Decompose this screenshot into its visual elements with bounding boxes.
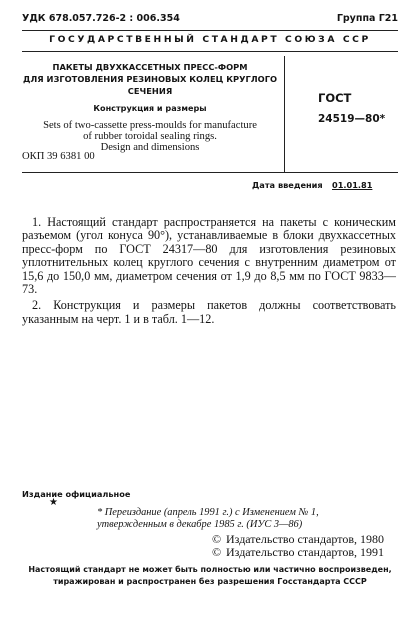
body-paragraph: 2. Конструкция и размеры пакетов должны соответствовать указанным на черт. 1 и в табл. 1—12. xyxy=(22,298,396,326)
reprint-line: утвержденным в декабре 1985 г. (ИУС 3—86) xyxy=(97,519,303,530)
intro-date-label: Дата введения xyxy=(252,180,323,190)
title-divider xyxy=(284,56,285,172)
copyright-icon: © xyxy=(212,545,222,559)
title-ru-line: СЕЧЕНИЯ xyxy=(127,86,173,96)
gost-number: 24519—80* xyxy=(318,113,386,125)
reprint-note xyxy=(97,507,397,531)
intro-date-value: 01.01.81 xyxy=(332,180,373,190)
body-paragraph: 1. Настоящий стандарт распространяется на пакеты с коническим разъемом (угол конуса 90°), устанавливаемые в блоки двухкассетных пресс-форм по ГОСТ 24317—80 для изготовления резиновых уплотнительных колец круглого сечения с внутренним диаметром от 15,6 до 150,0 мм, диаметром сечения от 1,9 до 8,5 мм по ГОСТ 9833—73. xyxy=(22,215,396,297)
header-rule-bottom xyxy=(22,51,398,52)
copyright-text: Издательство стандартов, 1980 xyxy=(226,532,384,546)
reproduction-notice xyxy=(22,564,398,587)
copyright-1991 xyxy=(212,545,384,560)
notice-line: Настоящий стандарт не может быть полностью или частично воспроизведен, xyxy=(28,565,392,574)
title-ru-line: ДЛЯ ИЗГОТОВЛЕНИЯ РЕЗИНОВЫХ КОЛЕЦ КРУГЛОГО xyxy=(22,74,278,84)
title-ru xyxy=(22,61,278,97)
udc-code: УДК 678.057.726-2 : 006.354 xyxy=(22,13,180,24)
title-en-line: Sets of two-cassette press-moulds for manufacture xyxy=(43,120,257,131)
official-edition-label: Издание официальное xyxy=(22,489,131,499)
subtitle-ru: Конструкция и размеры xyxy=(93,103,207,113)
gost-label: ГОСТ xyxy=(318,91,352,105)
title-en xyxy=(22,120,278,153)
body-text xyxy=(22,216,396,329)
okp-code: ОКП 39 6381 00 xyxy=(22,151,95,162)
star-icon: ★ xyxy=(49,497,58,508)
state-standard-heading: ГОСУДАРСТВЕННЫЙ СТАНДАРТ СОЮЗА ССР xyxy=(49,34,371,45)
header-rule-top xyxy=(22,30,398,31)
copyright-icon: © xyxy=(212,532,222,546)
copyright-text: Издательство стандартов, 1991 xyxy=(226,545,384,559)
group-code: Группа Г21 xyxy=(336,13,398,24)
reprint-line: * Переиздание (апрель 1991 г.) с Изменением № 1, xyxy=(97,507,319,518)
title-ru-line: ПАКЕТЫ ДВУХКАССЕТНЫХ ПРЕСС-ФОРМ xyxy=(52,62,248,72)
notice-line: тиражирован и распространен без разрешения Госстандарта СССР xyxy=(53,576,367,586)
title-block-rule xyxy=(22,172,398,173)
title-en-line: of rubber toroidal sealing rings. xyxy=(83,131,217,142)
title-en-line: Design and dimensions xyxy=(100,142,200,153)
